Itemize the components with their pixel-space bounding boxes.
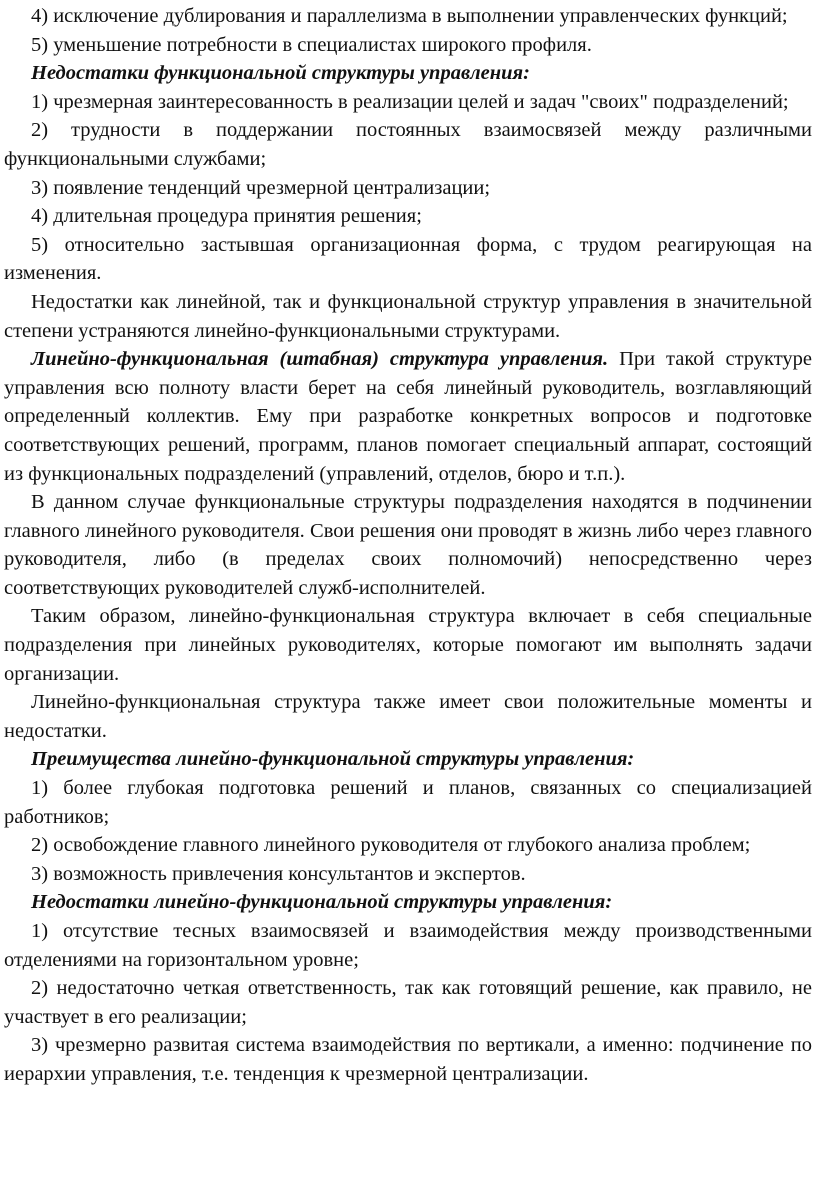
list-item-rigid-form: 5) относительно застывшая организационная форма, с трудом реагирующая на изменения. bbox=[4, 233, 812, 285]
list-item-specialists: 5) уменьшение потребности в специалистах широкого профиля. bbox=[31, 33, 592, 56]
list-item-responsibility: 2) недостаточно четкая ответственность, так как готовящий решение, как правило, не участвует в его реализации; bbox=[4, 977, 812, 1028]
heading-linear-functional-advantages: Преимущества линейно-функциональной структуры управления: bbox=[31, 748, 635, 771]
list-item-vertical: 3) чрезмерно развитая система взаимодействия по вертикали, а именно: подчинение по иерархии управления, т.е. тенденция к чрезмерной централизации. bbox=[4, 1034, 812, 1085]
paragraph-transition: Недостатки как линейной, так и функциональной структур управления в значительной степени устраняются линейно-функциональными структурами. bbox=[4, 290, 812, 342]
list-item-deep-preparation: 1) более глубокая подготовка решений и планов, связанных со специализацией работников; bbox=[4, 777, 812, 828]
list-item-links: 2) трудности в поддержании постоянных взаимосвязей между различными функциональными службами; bbox=[4, 119, 812, 170]
list-item-horizontal: 1) отсутствие тесных взаимосвязей и взаимодействия между производственными отделениями на горизонтальном уровне; bbox=[4, 920, 812, 971]
paragraph-pros-cons: Линейно-функциональная структура также имеет свои положительные моменты и недостатки. bbox=[4, 691, 812, 742]
paragraph-subordination: В данном случае функциональные структуры подразделения находятся в подчинении главного линейного руководителя. Свои решения они проводят в жизнь либо через главного руководителя, либо (в пределах своих полномочий) непосредственно через соответствующих руководителей служб-исполнителей. bbox=[4, 491, 812, 599]
list-item-deduplication: 4) исключение дублирования и параллелизма в выполнении управленческих функций; bbox=[31, 5, 788, 27]
heading-linear-functional-drawbacks: Недостатки линейно-функциональной структуры управления: bbox=[31, 891, 613, 914]
paragraph-staff-structure bbox=[4, 345, 812, 488]
list-item-interest: 1) чрезмерная заинтересованность в реализации целей и задач "своих" подразделений; bbox=[31, 90, 789, 113]
list-item-decision: 4) длительная процедура принятия решения; bbox=[31, 205, 422, 228]
staff-structure-text: При такой структуре управления всю полноту власти берет на себя линейный руководитель, возглавляющий определенный коллектив. Ему при разработке конкретных вопросов и подготовке соответствующих решений, программ, планов помогает специальный аппарат, состоящий из функциональных подразделений (управлений, отделов, бюро и т.п.). bbox=[4, 348, 812, 485]
list-item-centralization: 3) появление тенденций чрезмерной централизации; bbox=[31, 176, 491, 199]
heading-functional-drawbacks: Недостатки функциональной структуры управления: bbox=[31, 62, 530, 85]
list-item-consultants: 3) возможность привлечения консультантов и экспертов. bbox=[31, 862, 526, 885]
list-item-release: 2) освобождение главного линейного руководителя от глубокого анализа проблем; bbox=[31, 834, 751, 857]
staff-structure-lead: Линейно-функциональная (штабная) структура управления. bbox=[31, 348, 609, 371]
paragraph-summary: Таким образом, линейно-функциональная структура включает в себя специальные подразделения при линейных руководителях, которые помогают им выполнять задачи организации. bbox=[4, 605, 812, 685]
